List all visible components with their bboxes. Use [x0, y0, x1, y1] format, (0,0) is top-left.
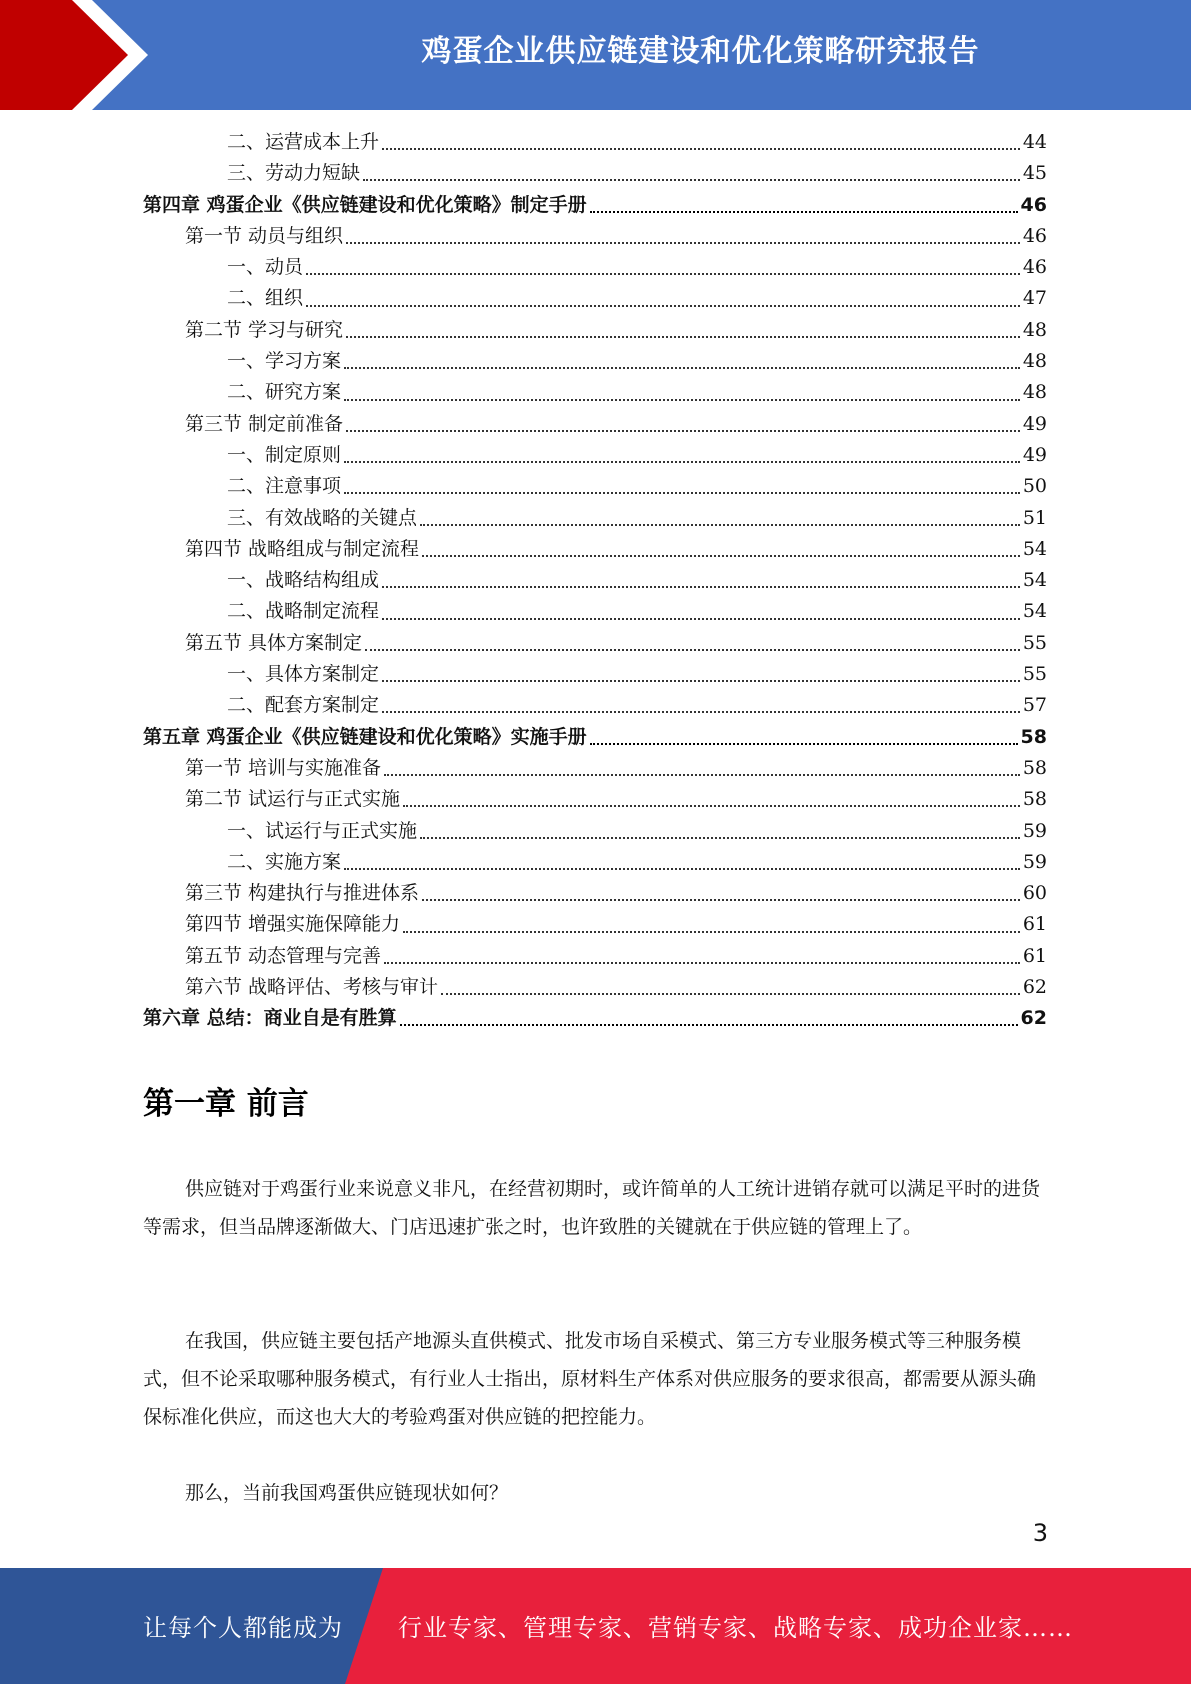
- toc-entry[interactable]: [143, 283, 1047, 314]
- toc-entry-page: 54: [1022, 569, 1047, 592]
- toc-leader-dots: [365, 648, 1020, 651]
- toc-entry-label: 一、具体方案制定: [227, 663, 380, 686]
- toc-entry-page: 48: [1022, 381, 1047, 404]
- toc-entry[interactable]: [143, 252, 1047, 283]
- toc-entry-page: 58: [1022, 756, 1047, 779]
- toc-entry-page: 50: [1022, 475, 1047, 498]
- toc-entry[interactable]: [143, 847, 1047, 878]
- toc-leader-dots: [384, 773, 1020, 776]
- toc-entry[interactable]: [143, 1003, 1047, 1034]
- toc-entry[interactable]: [143, 941, 1047, 972]
- toc-entry[interactable]: [143, 503, 1047, 534]
- toc-entry-label: 第二节 学习与研究: [185, 318, 344, 341]
- paragraph-3: 那么，当前我国鸡蛋供应链现状如何？: [185, 1482, 509, 1504]
- toc-entry[interactable]: [143, 158, 1047, 189]
- toc-leader-dots: [306, 304, 1020, 307]
- toc-leader-dots: [441, 992, 1020, 995]
- toc-entry-page: 62: [1022, 976, 1047, 999]
- toc-entry-page: 49: [1022, 412, 1047, 435]
- toc-entry-label: 二、组织: [227, 287, 304, 310]
- toc-entry[interactable]: [143, 972, 1047, 1003]
- toc-entry[interactable]: [143, 909, 1047, 940]
- toc-entry-label: 一、试运行与正式实施: [227, 819, 418, 842]
- toc-entry[interactable]: [143, 315, 1047, 346]
- toc-entry[interactable]: [143, 816, 1047, 847]
- toc-entry-label: 第六章 总结：商业自是有胜算: [143, 1007, 397, 1030]
- table-of-contents: [143, 127, 1047, 1035]
- toc-entry[interactable]: [143, 690, 1047, 721]
- toc-leader-dots: [344, 867, 1020, 870]
- toc-leader-dots: [403, 930, 1020, 933]
- toc-leader-dots: [422, 898, 1020, 901]
- toc-leader-dots: [344, 491, 1020, 494]
- toc-leader-dots: [344, 460, 1020, 463]
- toc-entry[interactable]: [143, 409, 1047, 440]
- toc-entry[interactable]: [143, 377, 1047, 408]
- toc-entry-page: 54: [1022, 600, 1047, 623]
- toc-entry-page: 46: [1020, 193, 1047, 216]
- toc-entry[interactable]: [143, 221, 1047, 252]
- toc-leader-dots: [420, 836, 1020, 839]
- toc-entry-label: 第一节 培训与实施准备: [185, 756, 382, 779]
- toc-leader-dots: [382, 585, 1020, 588]
- toc-entry-label: 二、研究方案: [227, 381, 342, 404]
- toc-entry-label: 一、学习方案: [227, 350, 342, 373]
- toc-entry-page: 61: [1022, 913, 1047, 936]
- toc-entry-label: 第四节 增强实施保障能力: [185, 913, 401, 936]
- toc-entry-label: 一、战略结构组成: [227, 569, 380, 592]
- page-header: [0, 0, 1191, 110]
- toc-entry[interactable]: [143, 440, 1047, 471]
- toc-entry-page: 48: [1022, 318, 1047, 341]
- page-number: 3: [1032, 1519, 1048, 1547]
- toc-leader-dots: [344, 366, 1020, 369]
- header-title: 鸡蛋企业供应链建设和优化策略研究报告: [421, 34, 980, 69]
- toc-entry-page: 58: [1022, 788, 1047, 811]
- toc-entry[interactable]: [143, 596, 1047, 627]
- toc-entry-label: 第一节 动员与组织: [185, 224, 344, 247]
- toc-entry-label: 二、注意事项: [227, 475, 342, 498]
- toc-leader-dots: [590, 742, 1018, 745]
- toc-entry-label: 二、实施方案: [227, 850, 342, 873]
- toc-entry-page: 61: [1022, 944, 1047, 967]
- toc-leader-dots: [346, 241, 1020, 244]
- toc-leader-dots: [382, 679, 1020, 682]
- toc-entry-label: 三、劳动力短缺: [227, 162, 361, 185]
- toc-leader-dots: [382, 710, 1020, 713]
- toc-entry-label: 三、有效战略的关键点: [227, 506, 418, 529]
- toc-entry[interactable]: [143, 346, 1047, 377]
- toc-leader-dots: [403, 804, 1020, 807]
- toc-entry[interactable]: [143, 628, 1047, 659]
- toc-entry-page: 47: [1022, 287, 1047, 310]
- toc-entry-page: 58: [1020, 725, 1047, 748]
- toc-entry[interactable]: [143, 534, 1047, 565]
- page-footer: [0, 1568, 1191, 1684]
- toc-leader-dots: [346, 335, 1020, 338]
- footer-slogan-left: 让每个人都能成为: [143, 1614, 343, 1642]
- toc-leader-dots: [346, 429, 1020, 432]
- toc-entry[interactable]: [143, 722, 1047, 753]
- toc-entry-label: 二、战略制定流程: [227, 600, 380, 623]
- chapter-title: 第一章 前言: [143, 1086, 309, 1122]
- toc-entry-label: 第五节 动态管理与完善: [185, 944, 382, 967]
- toc-entry-label: 第四节 战略组成与制定流程: [185, 537, 420, 560]
- toc-entry-label: 第四章 鸡蛋企业《供应链建设和优化策略》制定手册: [143, 193, 587, 216]
- toc-entry-label: 二、配套方案制定: [227, 694, 380, 717]
- footer-slogan-right: 行业专家、管理专家、营销专家、战略专家、成功企业家……: [398, 1614, 1073, 1642]
- toc-leader-dots: [306, 272, 1020, 275]
- toc-entry-page: 57: [1022, 694, 1047, 717]
- toc-entry[interactable]: [143, 190, 1047, 221]
- toc-entry-page: 46: [1022, 224, 1047, 247]
- toc-entry-page: 59: [1022, 819, 1047, 842]
- toc-entry[interactable]: [143, 471, 1047, 502]
- toc-leader-dots: [344, 398, 1020, 401]
- toc-entry-label: 第五章 鸡蛋企业《供应链建设和优化策略》实施手册: [143, 725, 587, 748]
- toc-leader-dots: [420, 523, 1020, 526]
- toc-entry[interactable]: [143, 659, 1047, 690]
- toc-entry-page: 49: [1022, 443, 1047, 466]
- toc-entry-page: 62: [1020, 1007, 1047, 1030]
- toc-entry-label: 一、制定原则: [227, 443, 342, 466]
- toc-entry-label: 第六节 战略评估、考核与审计: [185, 976, 439, 999]
- header-chevron-decoration: [0, 0, 160, 110]
- toc-leader-dots: [384, 961, 1020, 964]
- toc-entry-page: 59: [1022, 850, 1047, 873]
- toc-entry[interactable]: [143, 878, 1047, 909]
- toc-entry-page: 55: [1022, 631, 1047, 654]
- paragraph-2: 在我国，供应链主要包括产地源头直供模式、批发市场自采模式、第三方专业服务模式等三种服务模式，但不论采取哪种服务模式，有行业人士指出，原材料生产体系对供应服务的要求很高，都需要从源头确保标准化供应，而这也大大的考验鸡蛋对供应链的把控能力。: [143, 1330, 1037, 1428]
- toc-entry-page: 55: [1022, 663, 1047, 686]
- toc-entry-page: 48: [1022, 350, 1047, 373]
- toc-entry-label: 第三节 构建执行与推进体系: [185, 882, 420, 905]
- toc-entry-label: 第五节 具体方案制定: [185, 631, 363, 654]
- toc-entry-label: 第二节 试运行与正式实施: [185, 788, 401, 811]
- toc-entry-page: 46: [1022, 256, 1047, 279]
- toc-entry-page: 44: [1022, 131, 1047, 153]
- toc-entry[interactable]: [143, 565, 1047, 596]
- toc-leader-dots: [422, 554, 1020, 557]
- toc-entry-page: 54: [1022, 537, 1047, 560]
- toc-entry-label: 二、运营成本上升: [227, 131, 380, 153]
- toc-entry-page: 51: [1022, 506, 1047, 529]
- toc-leader-dots: [382, 147, 1020, 150]
- paragraph-1: 供应链对于鸡蛋行业来说意义非凡，在经营初期时，或许简单的人工统计进销存就可以满足平时的进货等需求，但当品牌逐渐做大、门店迅速扩张之时，也许致胜的关键就在于供应链的管理上了。: [143, 1178, 1041, 1238]
- toc-entry-label: 一、动员: [227, 256, 304, 279]
- toc-leader-dots: [590, 210, 1018, 213]
- toc-entry-label: 第三节 制定前准备: [185, 412, 344, 435]
- toc-entry-page: 45: [1022, 162, 1047, 185]
- toc-entry-page: 60: [1022, 882, 1047, 905]
- toc-leader-dots: [363, 178, 1020, 181]
- toc-leader-dots: [382, 617, 1020, 620]
- toc-leader-dots: [400, 1023, 1018, 1026]
- toc-entry[interactable]: [143, 127, 1047, 158]
- toc-entry[interactable]: [143, 753, 1047, 784]
- toc-entry[interactable]: [143, 784, 1047, 815]
